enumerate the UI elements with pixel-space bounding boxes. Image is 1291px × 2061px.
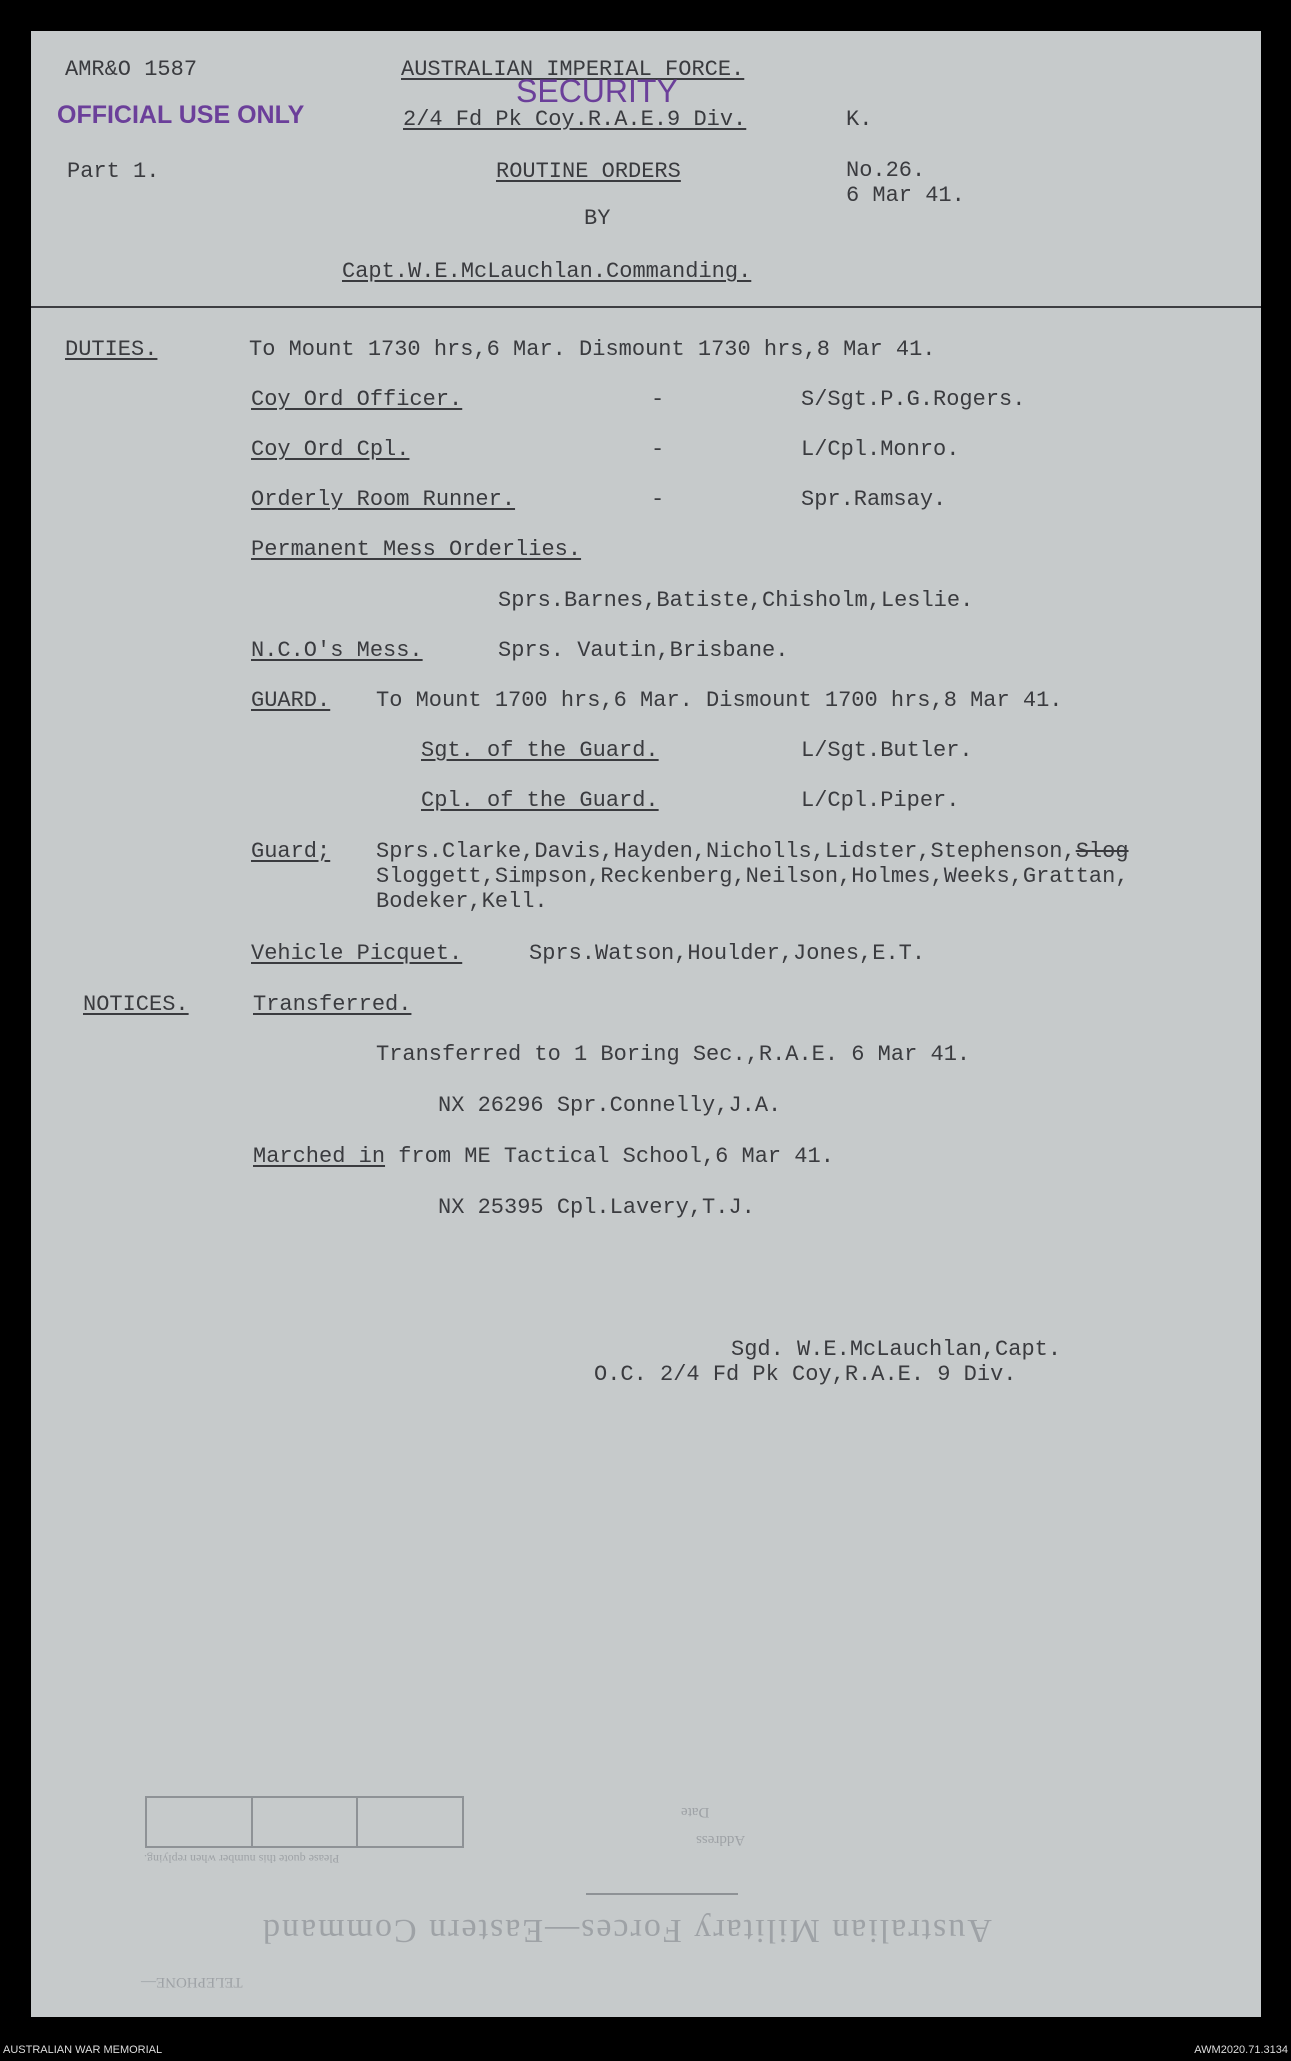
reverse-date-label: Date xyxy=(681,1804,710,1820)
orderly-room-runner-name: Spr.Ramsay. xyxy=(801,487,947,512)
force-title: AUSTRALIAN IMPERIAL FORCE. xyxy=(401,57,745,82)
order-number: No.26. xyxy=(846,158,926,183)
cpl-of-guard-label: Cpl. of the Guard. xyxy=(421,788,659,813)
marched-in-label: Marched in xyxy=(253,1144,386,1169)
dash: - xyxy=(651,487,665,512)
transferred-line: Transferred to 1 Boring Sec.,R.A.E. 6 Mar 41. xyxy=(376,1042,971,1067)
guard-list-line-3: Bodeker,Kell. xyxy=(376,889,548,914)
document-page xyxy=(31,31,1261,2017)
sgt-of-guard-label: Sgt. of the Guard. xyxy=(421,738,659,763)
orderly-room-runner-role: Orderly Room Runner. xyxy=(251,487,516,512)
coy-ord-cpl-role: Coy Ord Cpl. xyxy=(251,437,410,462)
duties-label: DUTIES. xyxy=(65,337,158,362)
marched-in-person: NX 25395 Cpl.Lavery,T.J. xyxy=(438,1195,755,1220)
guard-label: GUARD. xyxy=(251,688,331,713)
transferred-person: NX 26296 Spr.Connelly,J.A. xyxy=(438,1093,782,1118)
guard-list-line-1 xyxy=(376,841,1129,863)
nco-mess-names: Sprs. Vautin,Brisbane. xyxy=(498,638,789,663)
marched-in-line xyxy=(253,1146,834,1168)
guard-list-struck: Slog xyxy=(1075,839,1129,864)
mess-orderlies-names: Sprs.Barnes,Batiste,Chisholm,Leslie. xyxy=(498,588,974,613)
guard-list-line-2: Sloggett,Simpson,Reckenberg,Neilson,Holmes,Weeks,Grattan, xyxy=(376,864,1129,889)
order-date: 6 Mar 41. xyxy=(846,183,965,208)
security-stamp: SECURITY xyxy=(516,73,678,109)
coy-ord-officer-name: S/Sgt.P.G.Rogers. xyxy=(801,387,1026,412)
coy-ord-cpl-name: L/Cpl.Monro. xyxy=(801,437,960,462)
commander-line: Capt.W.E.McLauchlan.Commanding. xyxy=(342,259,752,284)
reverse-box-note: Please quote this number when replying. xyxy=(144,1852,340,1866)
footer-accession: AWM2020.71.3134 xyxy=(1194,2044,1288,2056)
transferred-label: Transferred. xyxy=(253,992,412,1017)
reverse-number-boxes xyxy=(145,1796,464,1848)
signature-line-1: Sgd. W.E.McLauchlan,Capt. xyxy=(731,1337,1062,1362)
vehicle-picquet-label: Vehicle Picquet. xyxy=(251,941,463,966)
official-use-stamp: OFFICIAL USE ONLY xyxy=(57,101,305,129)
guard-list-label: Guard; xyxy=(251,839,331,864)
by-label: BY xyxy=(584,206,611,231)
dash: - xyxy=(651,387,665,412)
coy-ord-officer-role: Coy Ord Officer. xyxy=(251,387,463,412)
header-divider xyxy=(31,306,1261,308)
reverse-address-label: Address xyxy=(696,1832,746,1848)
nco-mess-label: N.C.O's Mess. xyxy=(251,638,423,663)
footer-institution: AUSTRALIAN WAR MEMORIAL xyxy=(3,2044,163,2056)
sgt-of-guard-name: L/Sgt.Butler. xyxy=(801,738,973,763)
marched-in-text: from ME Tactical School,6 Mar 41. xyxy=(385,1144,834,1169)
reverse-letterhead-title: Australian Military Forces—Eastern Command xyxy=(261,1912,992,1949)
dash: - xyxy=(651,437,665,462)
duties-mount-line: To Mount 1730 hrs,6 Mar. Dismount 1730 hrs,8 Mar 41. xyxy=(249,337,936,362)
guard-list-text: Sprs.Clarke,Davis,Hayden,Nicholls,Lidster,Stephenson, xyxy=(376,839,1076,864)
reference-number: AMR&O 1587 xyxy=(65,57,198,82)
mess-orderlies-label: Permanent Mess Orderlies. xyxy=(251,537,582,562)
guard-mount-line: To Mount 1700 hrs,6 Mar. Dismount 1700 hrs,8 Mar 41. xyxy=(376,688,1063,713)
reverse-telephone-label: TELEPHONE— xyxy=(141,1974,243,1990)
cpl-of-guard-name: L/Cpl.Piper. xyxy=(801,788,960,813)
part-label: Part 1. xyxy=(67,159,160,184)
unit-title: 2/4 Fd Pk Coy.R.A.E.9 Div. xyxy=(403,107,747,132)
signature-line-2: O.C. 2/4 Fd Pk Coy,R.A.E. 9 Div. xyxy=(594,1362,1017,1387)
reverse-rule xyxy=(586,1893,738,1895)
unit-suffix: K. xyxy=(846,107,873,132)
routine-orders-title: ROUTINE ORDERS xyxy=(496,159,681,184)
vehicle-picquet-names: Sprs.Watson,Houlder,Jones,E.T. xyxy=(529,941,926,966)
notices-label: NOTICES. xyxy=(83,992,189,1017)
